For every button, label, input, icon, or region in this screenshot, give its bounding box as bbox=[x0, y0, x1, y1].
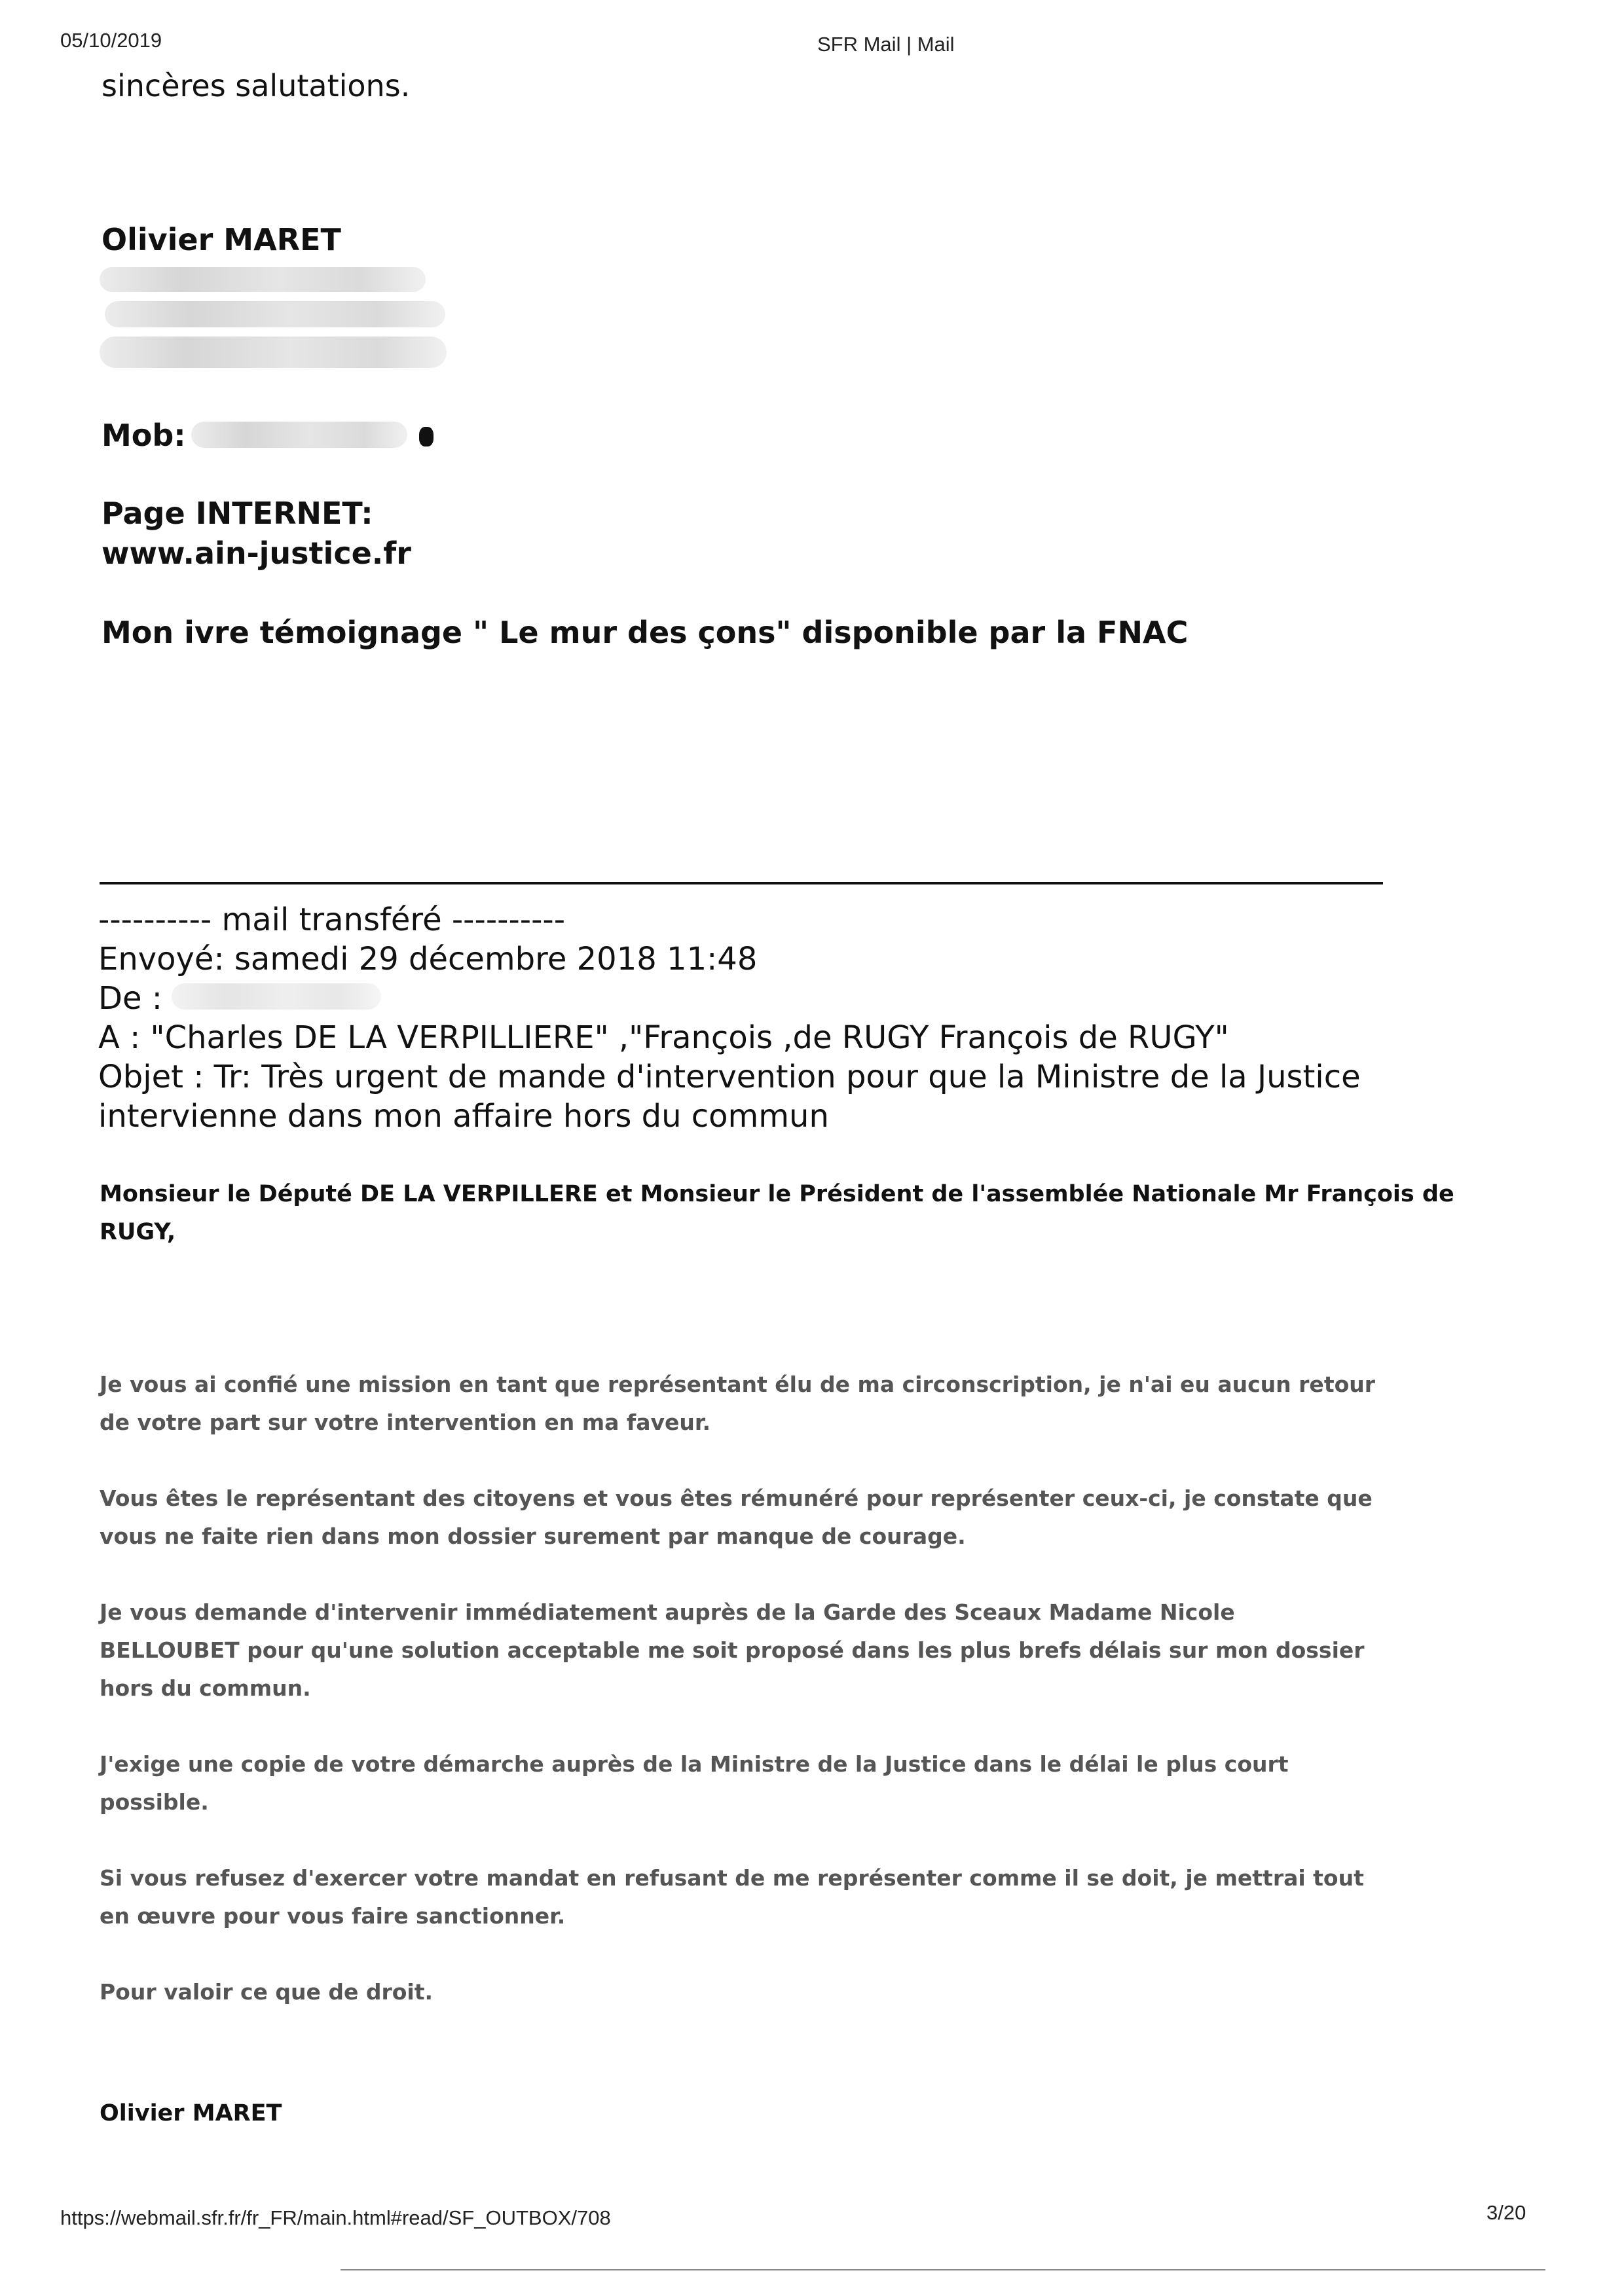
webpage-label: Page INTERNET: bbox=[101, 496, 373, 531]
closing-text: sincères salutations. bbox=[101, 68, 411, 103]
paragraph-5-line-1: Si vous refusez d'exercer votre mandat en refusant de me représenter comme il se doit, je mettrai tout bbox=[100, 1865, 1364, 1891]
paragraph-4 bbox=[100, 1745, 1375, 1821]
book-mention: Mon ivre témoignage " Le mur des çons" disponible par la FNAC bbox=[101, 615, 1189, 650]
salutation-line-1: Monsieur le Député DE LA VERPILLERE et Monsieur le Président de l'assemblée Nationale Mr François de bbox=[100, 1181, 1454, 1207]
redacted-address-line-1 bbox=[100, 267, 426, 292]
recipients: A : "Charles DE LA VERPILLIERE" ,"François ,de RUGY François de RUGY" bbox=[98, 1019, 1229, 1056]
paragraph-3-line-1: Je vous demande d'intervenir immédiatement auprès de la Garde des Sceaux Madame Nicole bbox=[100, 1599, 1235, 1625]
paragraph-5 bbox=[100, 1859, 1375, 1935]
salutation bbox=[100, 1175, 1454, 1251]
paragraph-4-line-1: J'exige une copie de votre démarche auprès de la Ministre de la Justice dans le délai le plus court bbox=[100, 1751, 1289, 1777]
horizontal-divider bbox=[100, 882, 1383, 884]
letter-body bbox=[100, 1366, 1375, 2011]
paragraph-3 bbox=[100, 1594, 1375, 1707]
paragraph-2 bbox=[100, 1480, 1375, 1556]
scan-edge-line bbox=[341, 2269, 1545, 2270]
letter-signoff: Olivier MARET bbox=[100, 2100, 282, 2126]
paragraph-2-line-2: vous ne faite rien dans mon dossier surement par manque de courage. bbox=[100, 1523, 966, 1549]
paragraph-5-line-2: en œuvre pour vous faire sanctionner. bbox=[100, 1903, 566, 1929]
paragraph-3-line-2: BELLOUBET pour qu'une solution acceptable me soit proposé dans les plus brefs délais sur mon dossier bbox=[100, 1637, 1365, 1663]
paragraph-1-line-2: de votre part sur votre intervention en ma faveur. bbox=[100, 1410, 711, 1435]
paragraph-6: Pour valoir ce que de droit. bbox=[100, 1979, 434, 2005]
paragraph-4-line-2: possible. bbox=[100, 1789, 209, 1815]
website-link[interactable]: www.ain-justice.fr bbox=[101, 536, 411, 571]
paragraph-1 bbox=[100, 1366, 1375, 1442]
from-label: De : bbox=[98, 980, 162, 1017]
subject-line-1: Objet : Tr: Très urgent de mande d'intervention pour que la Ministre de la Justice bbox=[98, 1059, 1361, 1095]
salutation-line-2: RUGY, bbox=[100, 1219, 176, 1245]
paragraph-3-line-3: hors du commun. bbox=[100, 1675, 311, 1701]
sent-date: Envoyé: samedi 29 décembre 2018 11:48 bbox=[98, 941, 758, 977]
signature-name: Olivier MARET bbox=[101, 222, 341, 257]
mobile-label: Mob: bbox=[101, 418, 186, 453]
redaction-ink-mark bbox=[419, 427, 434, 446]
subject-line-2: intervienne dans mon affaire hors du commun bbox=[98, 1098, 829, 1135]
paragraph-2-line-1: Vous êtes le représentant des citoyens et vous êtes rémunéré pour représenter ceux-ci, je constate que bbox=[100, 1485, 1373, 1511]
page-url[interactable]: https://webmail.sfr.fr/fr_FR/main.html#read/SF_OUTBOX/708 bbox=[60, 2206, 611, 2229]
redacted-address-line-3 bbox=[100, 337, 447, 368]
page-number: 3/20 bbox=[1486, 2201, 1526, 2224]
redacted-address-line-2 bbox=[105, 301, 445, 327]
print-title: SFR Mail | Mail bbox=[817, 33, 955, 56]
redacted-mobile-number bbox=[191, 422, 407, 448]
forwarded-marker: ---------- mail transféré ---------- bbox=[98, 902, 566, 938]
paragraph-1-line-1: Je vous ai confié une mission en tant que représentant élu de ma circonscription, je n'ai eu aucun retour bbox=[100, 1372, 1376, 1397]
redacted-sender bbox=[172, 983, 381, 1010]
print-date: 05/10/2019 bbox=[60, 29, 162, 52]
